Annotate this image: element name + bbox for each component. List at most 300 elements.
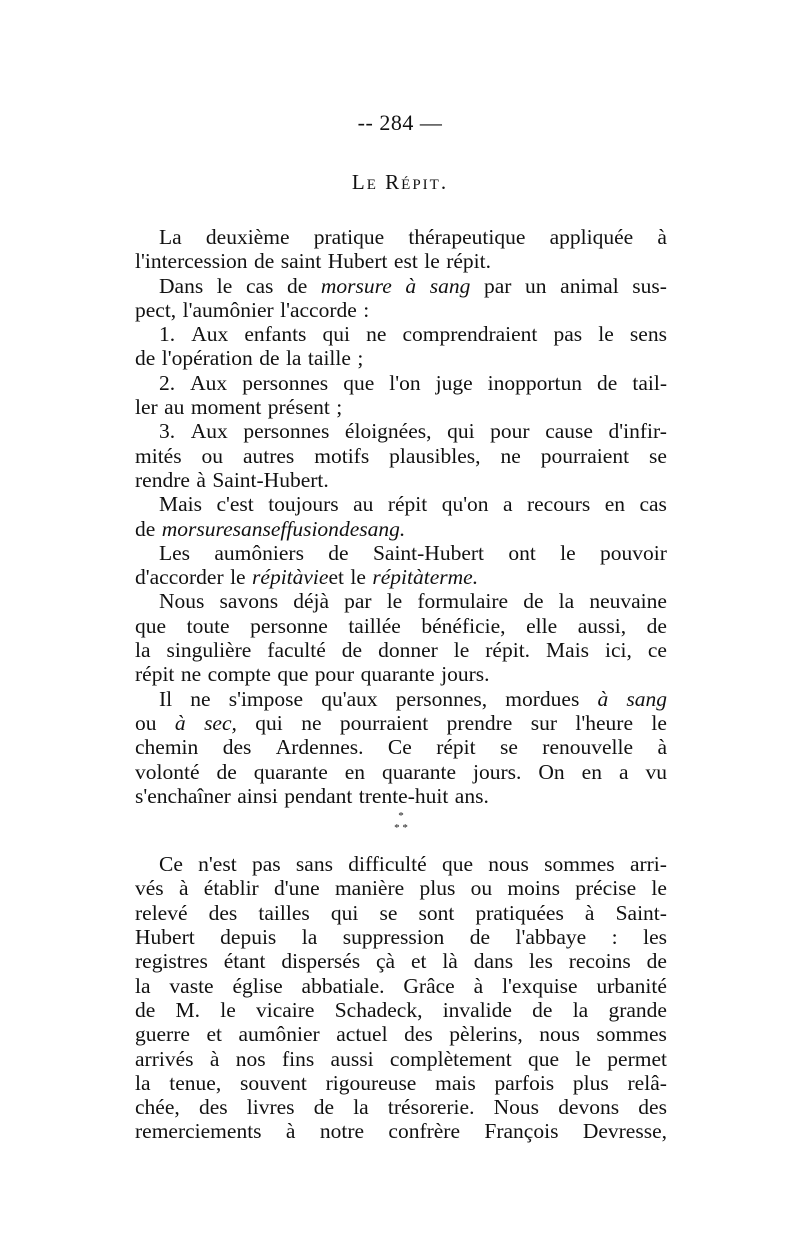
word: quarante — [360, 662, 435, 687]
word: les — [528, 949, 553, 974]
word: ici, — [605, 638, 632, 663]
word: le — [560, 540, 576, 565]
text-line — [135, 687, 667, 711]
word: établir — [203, 876, 259, 901]
italic-word: répit — [252, 565, 293, 590]
text-line — [135, 614, 667, 638]
word: jours. — [441, 662, 490, 687]
word: ; — [336, 395, 343, 420]
word: neuvaine — [589, 589, 667, 614]
word: trente-huit — [358, 783, 449, 808]
word: prendre — [446, 710, 513, 735]
word: la — [301, 925, 318, 950]
word: animal — [560, 273, 619, 298]
italic-word: morsure — [320, 273, 392, 298]
word: volonté — [135, 759, 200, 784]
word: des — [222, 735, 252, 760]
word: que — [441, 852, 473, 877]
word: sens — [629, 322, 667, 347]
word: compte — [207, 662, 271, 687]
text-line — [135, 225, 667, 249]
text-line — [135, 784, 667, 808]
word: : — [363, 297, 370, 322]
word: qui — [322, 322, 351, 347]
text-line — [135, 735, 667, 759]
word: par — [344, 589, 372, 614]
word: : — [611, 925, 618, 950]
word: que — [277, 662, 309, 687]
word: le — [216, 273, 233, 298]
word: sur — [530, 710, 557, 735]
word: de — [259, 346, 280, 371]
word: Nous — [159, 589, 205, 614]
word: éloignées, — [344, 419, 432, 444]
word: le — [386, 589, 403, 614]
word: qu'on — [441, 492, 489, 517]
word: Dans — [159, 273, 204, 298]
word: la — [135, 973, 151, 998]
word: livres — [246, 1095, 295, 1120]
word: à — [657, 735, 667, 760]
word: sommes — [544, 852, 615, 877]
word: plausibles, — [389, 443, 481, 468]
word: l'accorde — [280, 297, 357, 322]
word: cas — [245, 273, 274, 298]
italic-word: terme. — [423, 565, 479, 590]
word: au — [164, 395, 185, 420]
word: le — [424, 249, 440, 274]
word: singulière — [166, 638, 252, 663]
word: juge — [435, 370, 473, 395]
word: le — [575, 1046, 591, 1071]
word: pour — [490, 419, 530, 444]
word: autres — [242, 443, 295, 468]
italic-word: sec, — [204, 710, 237, 735]
word: pendant — [284, 783, 353, 808]
word: relâ- — [627, 1070, 667, 1095]
word: de — [135, 516, 156, 541]
italic-word: morsure — [161, 516, 233, 541]
word: pas — [251, 852, 281, 877]
word: de — [135, 346, 156, 371]
word: personnes — [243, 419, 330, 444]
word: répit — [387, 492, 428, 517]
word: l'aumônier — [182, 297, 274, 322]
word: devons — [558, 1095, 620, 1120]
word: Hubert — [135, 925, 195, 950]
word: à — [584, 900, 595, 925]
word: tenue, — [169, 1070, 222, 1095]
word: taille — [307, 346, 351, 371]
word: trésorerie. — [387, 1095, 475, 1120]
word: la — [558, 589, 575, 614]
word: plus — [572, 1070, 609, 1095]
word: de — [253, 249, 275, 274]
word: ou — [470, 876, 493, 901]
text-line — [135, 444, 667, 468]
text-line — [135, 760, 667, 784]
word: des — [638, 1095, 667, 1120]
word: à — [196, 467, 206, 492]
text-line — [135, 1071, 667, 1095]
word: de — [646, 949, 667, 974]
italic-word: à — [597, 686, 609, 711]
text-line — [135, 974, 667, 998]
word: souvent — [239, 1070, 307, 1095]
word: deuxième — [205, 225, 290, 249]
word: pas — [553, 322, 583, 347]
word: l'opération — [161, 346, 253, 371]
word: nous — [539, 1022, 580, 1047]
word: d'accorder — [135, 565, 224, 590]
word: l'on — [389, 370, 421, 395]
word: Nous — [493, 1095, 540, 1120]
word: François — [484, 1119, 559, 1144]
text-line — [135, 322, 667, 346]
word: recours — [526, 492, 591, 517]
word: se — [648, 443, 667, 468]
word: étant — [223, 949, 266, 974]
word: Saint-Hubert. — [212, 467, 329, 492]
word: çà — [376, 949, 396, 974]
text-line — [135, 395, 667, 419]
word: à — [473, 973, 484, 998]
word: 3. — [159, 419, 176, 444]
word: à — [285, 1119, 296, 1144]
word: sans — [295, 852, 333, 877]
word: pect, — [135, 297, 177, 322]
word: ou — [135, 710, 157, 735]
word: sommes — [596, 1022, 667, 1047]
word: M. — [175, 997, 201, 1022]
word: déjà — [293, 589, 329, 614]
word: de — [328, 540, 349, 565]
word: registres — [135, 949, 208, 974]
word: rendre — [135, 467, 190, 492]
text-line — [135, 419, 667, 443]
word: Aux — [190, 419, 228, 444]
word: suppression — [342, 925, 445, 950]
word: des — [208, 900, 238, 925]
text-line — [135, 998, 667, 1022]
word: la — [285, 346, 302, 371]
italic-word: de — [338, 516, 360, 541]
word: répit. — [446, 249, 491, 274]
word: pratique — [313, 225, 385, 249]
word: Mais — [546, 638, 590, 663]
word: cas — [639, 492, 667, 517]
word: Les — [159, 540, 191, 565]
word: On — [538, 759, 565, 784]
word: chemin — [135, 735, 199, 760]
asterism-separator — [135, 808, 667, 852]
word: la — [353, 1095, 369, 1120]
word: confrère — [388, 1119, 461, 1144]
word: présent — [267, 395, 330, 420]
word: que — [343, 370, 375, 395]
word: personnes, — [395, 686, 488, 711]
word: Mais — [159, 492, 202, 517]
word: en — [344, 759, 366, 784]
word: aumônier — [238, 1022, 320, 1047]
section-title: Le Répit. — [351, 170, 449, 194]
word: l'heure — [575, 710, 633, 735]
word: la — [572, 997, 589, 1022]
text-line — [135, 852, 667, 876]
word: le — [651, 876, 667, 901]
text-line — [135, 925, 667, 949]
word: à — [657, 225, 667, 249]
text-line — [135, 468, 667, 492]
word: La — [159, 225, 182, 249]
word: n'est — [198, 852, 237, 877]
word: toujours — [268, 492, 339, 517]
italic-word: répit — [372, 565, 413, 590]
word: difficulté — [348, 852, 427, 877]
word: de — [469, 925, 491, 950]
word: rigoureuse — [325, 1070, 417, 1095]
asterism-stars: * * * — [394, 810, 408, 835]
word: se — [379, 900, 398, 925]
text-line — [135, 492, 667, 516]
word: le — [230, 565, 246, 590]
page-number: -- 284 — — [357, 110, 443, 135]
word: abbatiale. — [301, 973, 385, 998]
word: nos — [235, 1046, 266, 1071]
word: de — [216, 759, 237, 784]
word: vu — [645, 759, 667, 784]
text-line — [135, 589, 667, 613]
word: pratiquées — [475, 900, 564, 925]
word: comprendraient — [402, 322, 538, 347]
word: remerciements — [135, 1119, 262, 1144]
word: Schadeck, — [334, 997, 423, 1022]
word: tail- — [632, 370, 667, 395]
word: au — [353, 492, 374, 517]
word: l'abbaye — [515, 925, 587, 950]
body-text — [135, 225, 667, 1144]
italic-word: sang — [626, 686, 667, 711]
word: le — [220, 997, 236, 1022]
word: personne — [250, 613, 328, 638]
italic-word: effusion — [270, 516, 339, 541]
word: de — [597, 370, 618, 395]
word: s'enchaîner — [135, 783, 231, 808]
word: de — [341, 638, 363, 663]
word: mais — [435, 1070, 476, 1095]
word: saint — [280, 249, 322, 274]
word: fins — [281, 1046, 315, 1071]
word: thérapeutique — [408, 225, 526, 249]
word: aussi, — [577, 613, 627, 638]
word: et — [328, 565, 344, 590]
word: se — [499, 735, 518, 760]
word: pèlerins, — [449, 1022, 523, 1047]
word: ou — [201, 443, 224, 468]
word: à — [209, 1046, 220, 1071]
word: renouvelle — [542, 735, 634, 760]
word: ans. — [454, 783, 489, 808]
word: 2. — [159, 370, 176, 395]
word: manière — [334, 876, 405, 901]
word: pourraient — [540, 443, 630, 468]
word: un — [525, 273, 547, 298]
word: de — [532, 997, 553, 1022]
word: taillée — [348, 613, 401, 638]
word: ne — [301, 710, 322, 735]
word: a — [503, 492, 513, 517]
word: répit. — [485, 638, 531, 663]
word: guerre — [135, 1022, 190, 1047]
word: de — [135, 997, 156, 1022]
word: recoins — [568, 949, 631, 974]
text-line — [135, 249, 667, 273]
word: inopportun — [487, 370, 583, 395]
word: Ardennes. — [275, 735, 364, 760]
word: dispersés — [281, 949, 361, 974]
text-line — [135, 1022, 667, 1046]
word: sus- — [632, 273, 667, 298]
word: ler — [135, 395, 158, 420]
word: ; — [357, 346, 364, 371]
word: Grâce — [403, 973, 455, 998]
word: à — [178, 876, 189, 901]
word: ne — [500, 443, 521, 468]
word: appliquée — [549, 225, 634, 249]
word: a — [618, 759, 629, 784]
italic-word: à — [292, 565, 304, 590]
text-line — [135, 565, 667, 589]
word: permet — [607, 1046, 667, 1071]
word: vaste — [169, 973, 214, 998]
word: actuel — [336, 1022, 388, 1047]
text-line — [135, 638, 667, 662]
word: le — [651, 710, 667, 735]
word: vés — [135, 876, 164, 901]
word: que — [135, 613, 167, 638]
word: 1. — [159, 322, 176, 347]
word: ont — [508, 540, 536, 565]
word: depuis — [220, 925, 277, 950]
word: quarante — [253, 759, 328, 784]
word: Devresse, — [582, 1119, 667, 1144]
word: et — [410, 949, 427, 974]
word: arri- — [629, 852, 667, 877]
text-line — [135, 1119, 667, 1143]
text-line — [135, 711, 667, 735]
text-line — [135, 662, 667, 686]
word: moment — [190, 395, 262, 420]
word: ce — [647, 638, 667, 663]
word: quarante — [382, 759, 457, 784]
word: bénéficie, — [421, 613, 506, 638]
text-line — [135, 1047, 667, 1071]
word: aumôniers — [214, 540, 304, 565]
word: invalide — [442, 997, 512, 1022]
word: ne — [180, 662, 202, 687]
word: grande — [608, 997, 667, 1022]
word: de — [646, 613, 667, 638]
word: urbanité — [596, 973, 667, 998]
word: en — [604, 492, 625, 517]
word: formulaire — [417, 589, 509, 614]
word: vicaire — [255, 997, 315, 1022]
word: le — [453, 638, 470, 663]
word: mités — [135, 443, 182, 468]
word: faculté — [267, 638, 326, 663]
word: c'est — [216, 492, 254, 517]
word: arrivés — [135, 1046, 194, 1071]
text-line — [135, 298, 667, 322]
word: de — [287, 273, 308, 298]
word: d'infir- — [608, 419, 667, 444]
word: répit — [135, 662, 175, 687]
word: et — [206, 1022, 222, 1047]
word: la — [135, 638, 151, 663]
word: personnes — [242, 370, 329, 395]
word: donner — [378, 638, 438, 663]
word: parfois — [494, 1070, 555, 1095]
word: le — [598, 322, 614, 347]
word: Saint-Hubert — [372, 540, 484, 565]
text-line — [135, 901, 667, 925]
text-line — [135, 371, 667, 395]
word: mordues — [505, 686, 580, 711]
text-line — [135, 346, 667, 370]
word: enfants — [244, 322, 307, 347]
word: relevé — [135, 900, 188, 925]
word: Saint- — [615, 900, 667, 925]
word: complètement — [389, 1046, 512, 1071]
word: qui — [330, 900, 359, 925]
italic-word: sans — [232, 516, 271, 541]
word: le — [350, 565, 366, 590]
text-line — [135, 541, 667, 565]
word: ne — [190, 686, 211, 711]
word: précise — [575, 876, 637, 901]
word: de — [523, 589, 544, 614]
word: est — [393, 249, 418, 274]
word: Il — [159, 686, 173, 711]
text-line — [135, 1095, 667, 1119]
word: pourraient — [339, 710, 429, 735]
word: là — [442, 949, 458, 974]
word: sont — [418, 900, 455, 925]
word: pouvoir — [600, 540, 667, 565]
word: qui — [447, 419, 475, 444]
word: ne — [366, 322, 387, 347]
italic-word: sang — [429, 273, 471, 298]
text-line — [135, 274, 667, 298]
italic-word: sang. — [359, 516, 406, 541]
word: moins — [507, 876, 560, 901]
word: l'intercession — [135, 249, 248, 274]
text-line — [135, 876, 667, 900]
word: motifs — [314, 443, 370, 468]
word: la — [135, 1070, 151, 1095]
word: toute — [186, 613, 230, 638]
word: notre — [319, 1119, 365, 1144]
word: l'exquise — [502, 973, 578, 998]
word: pour — [314, 662, 355, 687]
word: en — [581, 759, 602, 784]
word: aussi — [330, 1046, 374, 1071]
word: des — [198, 1095, 228, 1120]
word: église — [232, 973, 283, 998]
word: ainsi — [237, 783, 278, 808]
text-line — [135, 517, 667, 541]
word: par — [483, 273, 512, 298]
